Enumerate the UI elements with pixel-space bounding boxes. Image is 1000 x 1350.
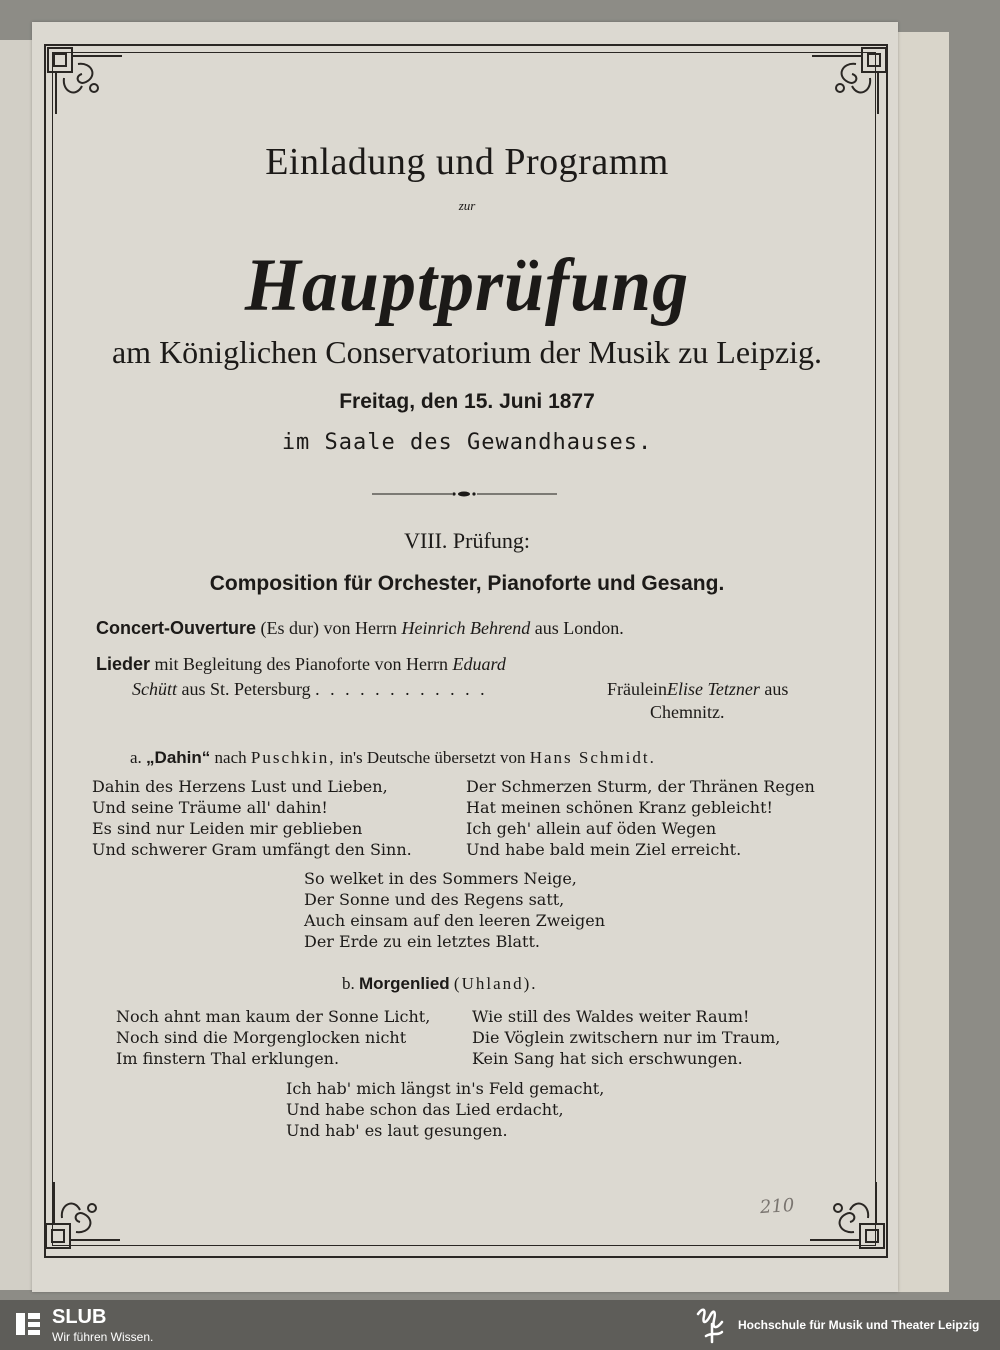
footer-bar	[0, 1300, 1000, 1350]
translator-name: Hans Schmidt.	[529, 748, 656, 767]
song-connector: nach	[214, 748, 247, 767]
composer-name: Heinrich Behrend	[401, 618, 531, 638]
song-a-verse-right	[466, 776, 815, 860]
performer-name: Elise Tetzner	[667, 679, 760, 699]
song-a-verse-center	[304, 868, 605, 952]
composer-first-name: Eduard	[452, 654, 506, 674]
verse-line: Noch ahnt man kaum der Sonne Licht,	[116, 1007, 431, 1026]
corner-ornament-top-right	[802, 42, 892, 122]
verse-line: Und habe schon das Lied erdacht,	[286, 1100, 564, 1119]
work-description: mit Begleitung des Pianoforte von Herrn	[154, 654, 448, 674]
institution-line: am Königlichen Conservatorium der Musik zu Leipzig.	[111, 334, 823, 370]
song-a-verse-left	[92, 776, 412, 860]
performer-city: Chemnitz.	[650, 702, 725, 722]
program-item-lieder	[96, 654, 506, 675]
verse-line: Der Schmerzen Sturm, der Thränen Regen	[466, 777, 815, 796]
composer-origin: aus St. Petersburg	[181, 679, 311, 699]
corner-ornament-top-left	[42, 42, 132, 122]
song-b-verse-right	[472, 1006, 780, 1069]
corner-ornament-bottom-left	[40, 1174, 130, 1254]
composer-last-name: Schütt	[132, 679, 177, 699]
song-a-heading	[130, 748, 656, 768]
verse-line: Und hab' es laut gesungen.	[286, 1121, 508, 1140]
song-b-verse-center	[286, 1078, 604, 1141]
footer-tagline: Wir führen Wissen.	[52, 1330, 154, 1344]
poet-name: (Uhland).	[453, 974, 538, 993]
performer-from: aus	[764, 679, 789, 699]
verse-line: Ich geh' allein auf öden Wegen	[466, 819, 717, 838]
ornamental-divider	[372, 490, 557, 498]
leader-dots: . . . . . . . . . . . .	[315, 679, 488, 699]
song-b-heading	[342, 974, 538, 994]
hmt-logo-icon[interactable]	[692, 1302, 732, 1348]
page-title: Einladung und Programm	[265, 141, 669, 183]
verse-line: Es sind nur Leiden mir geblieben	[92, 819, 363, 838]
by-text: von Herrn	[323, 618, 397, 638]
song-letter: b.	[342, 974, 355, 993]
verse-line: Der Sonne und des Regens satt,	[304, 890, 565, 909]
verse-line: Dahin des Herzens Lust und Lieben,	[92, 777, 388, 796]
slub-logo-icon[interactable]	[14, 1310, 42, 1338]
performer-title: Fräulein	[607, 679, 667, 699]
program-item-overture	[96, 618, 624, 639]
footer-institution[interactable]: Hochschule für Musik und Theater Leipzig	[738, 1318, 980, 1332]
shelfmark-annotation: 210	[759, 1194, 796, 1219]
program-page	[32, 22, 898, 1292]
event-venue: im Saale des Gewandhauses.	[281, 430, 653, 455]
corner-ornament-bottom-right	[800, 1174, 890, 1254]
verse-line: Kein Sang hat sich erschwungen.	[472, 1049, 743, 1068]
verse-line: Hat meinen schönen Kranz gebleicht!	[466, 798, 773, 817]
footer-brand[interactable]: SLUB	[52, 1306, 107, 1328]
work-key: (Es dur)	[260, 618, 320, 638]
song-letter: a.	[130, 748, 142, 767]
program-item-lieder-line2	[132, 679, 488, 700]
translation-note: in's Deutsche übersetzt von	[339, 748, 526, 767]
verse-line: Wie still des Waldes weiter Raum!	[472, 1007, 750, 1026]
song-title: Morgenlied	[359, 974, 450, 993]
composer-origin: aus London.	[534, 618, 624, 638]
verse-line: Und seine Träume all' dahin!	[92, 798, 328, 817]
verse-line: Noch sind die Morgenglocken nicht	[116, 1028, 407, 1047]
verse-line: So welket in des Sommers Neige,	[304, 869, 577, 888]
main-title: Hauptprüfung	[244, 242, 690, 327]
verse-line: Und habe bald mein Ziel erreicht.	[466, 840, 742, 859]
song-title: „Dahin“	[146, 748, 211, 767]
work-title: Lieder	[96, 654, 151, 674]
verse-line: Ich hab' mich längst in's Feld gemacht,	[286, 1079, 605, 1098]
verse-line: Der Erde zu ein letztes Blatt.	[304, 932, 540, 951]
verse-line: Die Vöglein zwitschern nur im Traum,	[472, 1028, 781, 1047]
event-date: Freitag, den 15. Juni 1877	[339, 390, 595, 413]
song-b-verse-left	[116, 1006, 430, 1069]
verse-line: Und schwerer Gram umfängt den Sinn.	[92, 840, 412, 859]
verse-line: Auch einsam auf den leeren Zweigen	[304, 911, 606, 930]
exam-number: VIII. Prüfung:	[404, 528, 530, 553]
performer	[607, 679, 788, 700]
work-title: Concert-Ouverture	[96, 618, 257, 638]
poet-name: Puschkin,	[250, 748, 336, 767]
verse-line: Im finstern Thal erklungen.	[116, 1049, 340, 1068]
exam-subtitle: Composition für Orchester, Pianoforte und Gesang.	[209, 572, 725, 595]
title-connector: zur	[458, 198, 476, 213]
